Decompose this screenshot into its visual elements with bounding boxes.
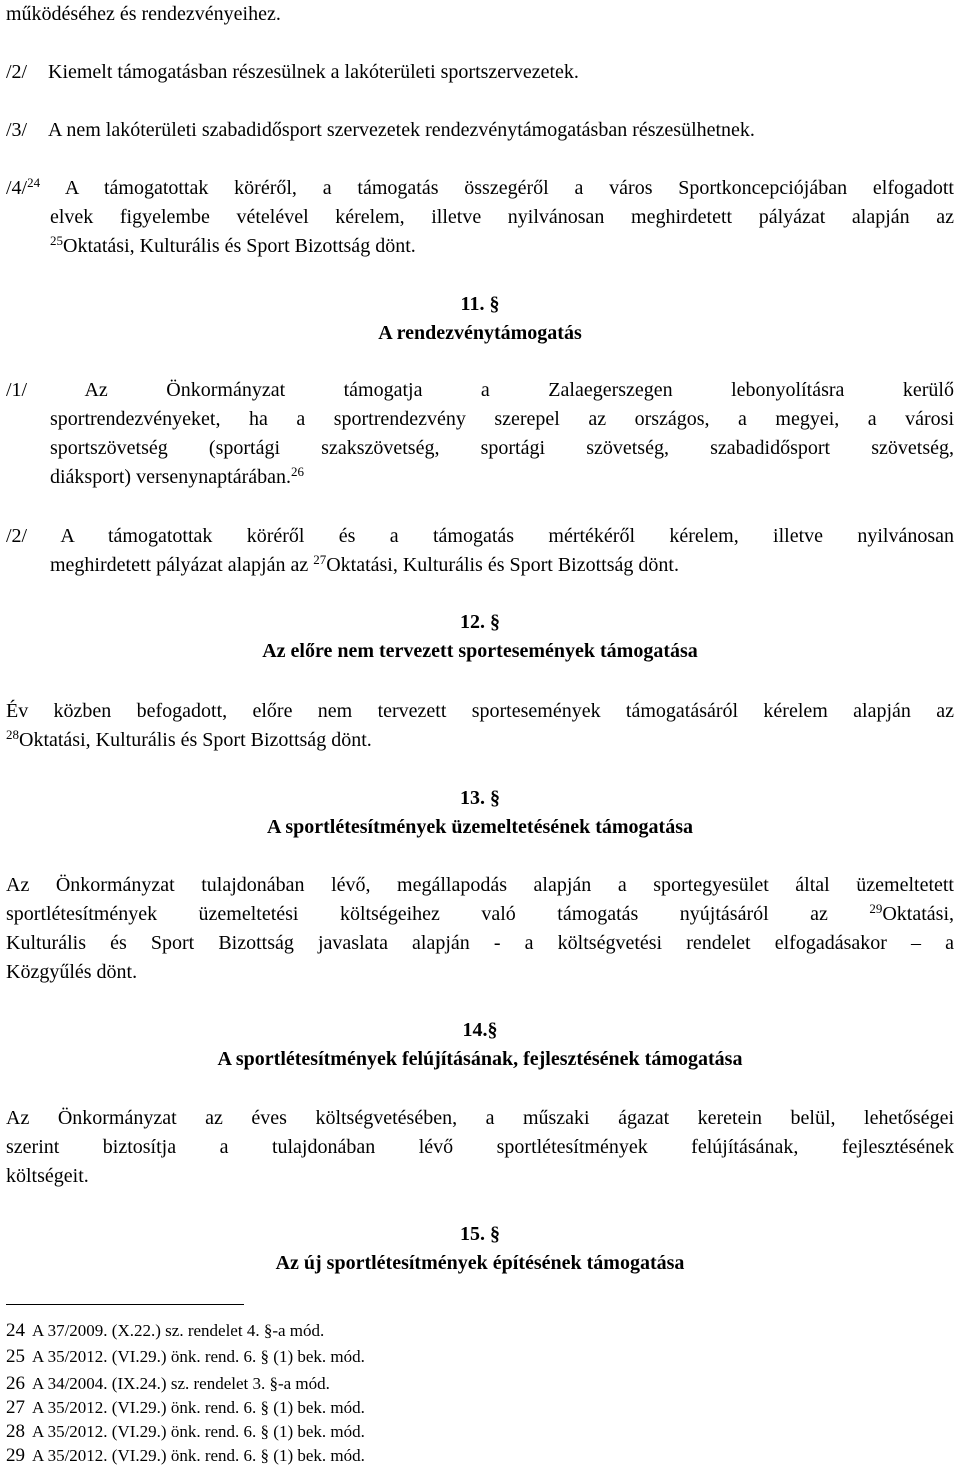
footnote: 25 A 35/2012. (VI.29.) önk. rend. 6. § (1) bek. mód. (6, 1346, 365, 1367)
footnote: 24 A 37/2009. (X.22.) sz. rendelet 4. §-a mód. (6, 1320, 325, 1341)
section-11-paragraph-2: /2/ A támogatottak köréről és a támogatás mértékéről kérelem, illetve nyilvánosan (6, 525, 954, 547)
section-13-text: Az Önkormányzat tulajdonában lévő, megállapodás alapján a sportegyesület által üzemeltetett (6, 874, 954, 896)
section-13-text-line: sportlétesítmények üzemeltetési költségeihez való támogatás nyújtásáról az $^{29}$Oktatási, (6, 900, 954, 925)
paragraph-3: /3/ A nem lakóterületi szabadidősport szervezetek rendezvénytámogatásban részesülhetnek. (6, 119, 755, 141)
footnote-ref: 27 (313, 551, 327, 567)
footnote-ref: 26 (291, 463, 305, 479)
section-12-text-line: $^{28}$Oktatási, Kulturális és Sport Bizottság dönt. (6, 726, 372, 751)
footnote-separator (6, 1304, 244, 1305)
footnote-ref: 25 (50, 232, 63, 248)
section-14-text-line: költségeit. (6, 1165, 89, 1187)
section-12-title: Az előre nem tervezett sportesemények támogatása (262, 640, 698, 662)
footnote: 27 A 35/2012. (VI.29.) önk. rend. 6. § (1) bek. mód. (6, 1397, 365, 1418)
section-14-text-line: szerint biztosítja a tulajdonában lévő sportlétesítmények felújításának, fejlesztésének (6, 1136, 954, 1158)
footnote: 28 A 35/2012. (VI.29.) önk. rend. 6. § (1) bek. mód. (6, 1421, 365, 1442)
paragraph-4-line: $^{25}$Oktatási, Kulturális és Sport Bizottság dönt. (50, 232, 416, 257)
paragraph-line: működéséhez és rendezvényeihez. (6, 3, 281, 25)
section-13-text-line: Kulturális és Sport Bizottság javaslata alapján - a költségvetési rendelet elfogadásakor – a (6, 932, 954, 954)
paragraph-4-line: elvek figyelembe vételével kérelem, illetve nyilvánosan meghirdetett pályázat alapján az (50, 206, 954, 228)
section-13-number: 13. § (460, 787, 500, 809)
footnote: 29 A 35/2012. (VI.29.) önk. rend. 6. § (1) bek. mód. (6, 1445, 365, 1466)
section-11-paragraph-1-line: sportszövetség (sportági szakszövetség, sportági szövetség, szabadidősport szövetség, (50, 437, 954, 459)
section-11-paragraph-1-line: sportrendezvényeket, ha a sportrendezvény szerepel az országos, a megyei, a városi (50, 408, 954, 430)
paragraph-2: /2/ Kiemelt támogatásban részesülnek a lakóterületi sportszervezetek. (6, 61, 579, 83)
section-11-title: A rendezvénytámogatás (378, 322, 582, 344)
section-11-paragraph-1-line: diáksport) versenynaptárában.$^{26}$ (50, 463, 305, 488)
footnote-ref: 24 (27, 174, 41, 190)
section-13-title: A sportlétesítmények üzemeltetésének támogatása (266, 816, 693, 838)
section-15-number: 15. § (460, 1223, 500, 1245)
section-12-number: 12. § (460, 611, 500, 633)
section-13-text-line: Közgyűlés dönt. (6, 961, 138, 983)
section-11-paragraph-1: /1/ Az Önkormányzat támogatja a Zalaegerszegen lebonyolításra kerülő (6, 379, 954, 401)
footnote-ref: 28 (6, 726, 19, 742)
section-11-number: 11. § (460, 293, 500, 315)
section-14-text: Az Önkormányzat az éves költségvetésében, a műszaki ágazat keretein belül, lehetőségei (6, 1107, 954, 1129)
paragraph-4: /4/$^{24}$ A támogatottak köréről, a támogatás összegéről a város Sportkoncepciójában elfogadott (6, 174, 954, 199)
footnote-ref: 29 (869, 900, 883, 916)
section-14-number: 14.§ (462, 1019, 498, 1041)
section-11-paragraph-2-line: meghirdetett pályázat alapján az $^{27}$Oktatási, Kulturális és Sport Bizottság dönt. (50, 551, 679, 576)
section-15-title: Az új sportlétesítmények építésének támogatása (275, 1252, 685, 1274)
section-14-title: A sportlétesítmények felújításának, fejlesztésének támogatása (217, 1048, 743, 1070)
footnote: 26 A 34/2004. (IX.24.) sz. rendelet 3. §-a mód. (6, 1373, 330, 1394)
section-12-text: Év közben befogadott, előre nem tervezett sportesemények támogatásáról kérelem alapján az (6, 700, 954, 722)
